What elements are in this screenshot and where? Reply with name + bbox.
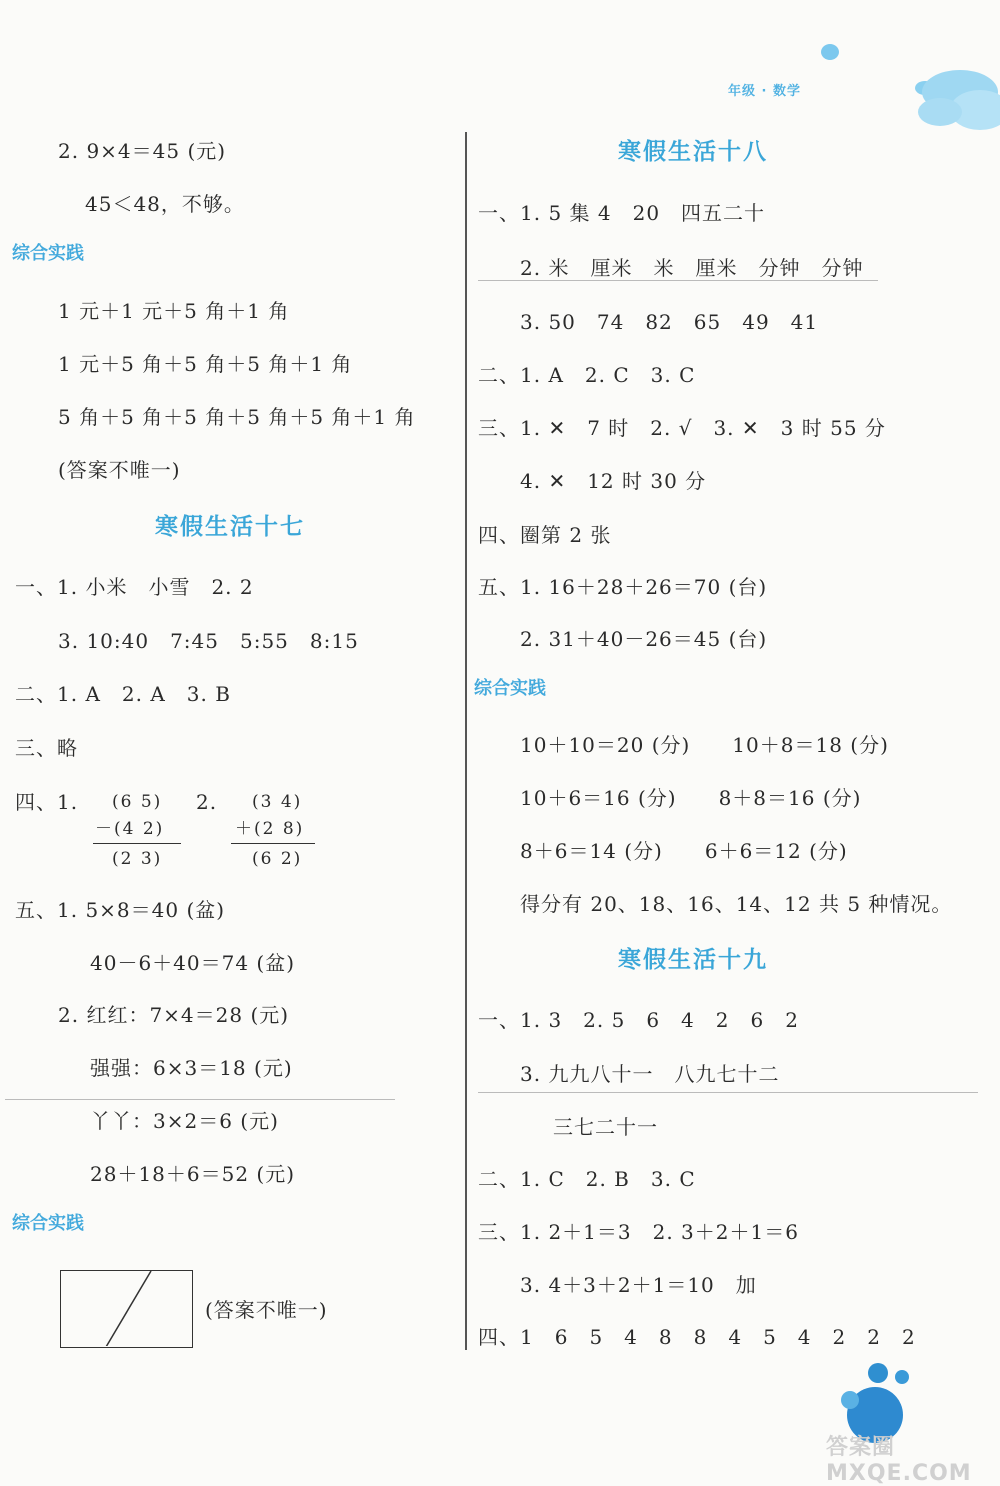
answer-line: 5 角＋5 角＋5 角＋5 角＋5 角＋1 角 [58, 405, 416, 429]
answer-line: 一、1. 小米 小雪 2. 2 [15, 575, 254, 599]
answer-line: 1 元＋5 角＋5 角＋5 角＋1 角 [58, 352, 353, 376]
answer-line: 三七二十一 [553, 1115, 658, 1139]
answer-line: 四、1 6 5 4 8 8 4 5 4 2 2 2 [478, 1325, 916, 1349]
answer-line: 二、1. C 2. B 3. C [478, 1167, 696, 1191]
addition-middle: ＋(2 8) [235, 819, 305, 839]
answer-line: 10＋6＝16 (分) 8＋8＝16 (分) [520, 786, 862, 810]
addition-rule [231, 843, 315, 844]
lesson-title: 寒假生活十九 [618, 947, 768, 973]
answer-line: 2. 米 厘米 米 厘米 分钟 分钟 [520, 256, 864, 280]
answer-line: 四、圈第 2 张 [478, 523, 612, 547]
answer-line: 二、1. A 2. A 3. B [15, 682, 231, 706]
header-label: 年级 · 数学 [728, 84, 801, 99]
answer-line: 2. 31＋40－26＝45 (台) [520, 627, 768, 651]
answer-line: 4. ✕ 12 时 30 分 [520, 469, 707, 493]
lesson-title: 寒假生活十八 [618, 139, 768, 165]
section-heading: 综合实践 [474, 678, 546, 699]
answer-line: 五、1. 5×8＝40 (盆) [15, 898, 226, 922]
answer-line: (答案不唯一) [58, 458, 181, 482]
answer-note: (答案不唯一) [205, 1298, 328, 1322]
watermark: 答案圈 MXQE.COM [826, 1435, 972, 1486]
page-fold-line [478, 280, 878, 281]
answer-line: 10＋10＝20 (分) 10＋8＝18 (分) [520, 733, 889, 757]
answer-line: 得分有 20、18、16、14、12 共 5 种情况。 [520, 892, 953, 916]
addition-result: (6 2) [252, 849, 303, 869]
answer-line: 丫丫：3×2＝6 (元) [90, 1109, 279, 1133]
answer-line: 一、1. 3 2. 5 6 4 2 6 2 [478, 1008, 799, 1032]
answer-line: 45＜48，不够。 [85, 192, 245, 216]
answer-line: 8＋6＝14 (分) 6＋6＝12 (分) [520, 839, 848, 863]
answer-line: 2. 红红：7×4＝28 (元) [58, 1003, 290, 1027]
answer-line: 二、1. A 2. C 3. C [478, 363, 696, 387]
subtraction-result: (2 3) [112, 849, 163, 869]
page-fold-line [5, 1099, 395, 1100]
subtraction-top: (6 5) [112, 792, 163, 812]
answer-line: 2. 9×4＝45 (元) [58, 139, 227, 163]
page-fold-line [478, 1092, 978, 1093]
section-heading: 综合实践 [12, 1213, 84, 1234]
answer-line: 3. 10:40 7:45 5:55 8:15 [58, 629, 359, 653]
answer-line: 三、1. 2＋1＝3 2. 3＋2＋1＝6 [478, 1220, 799, 1244]
answer-line: 三、1. ✕ 7 时 2. √ 3. ✕ 3 时 55 分 [478, 416, 886, 440]
addition-top: (3 4) [252, 792, 303, 812]
subtraction-middle: －(4 2) [95, 819, 165, 839]
answer-line: 三、略 [15, 736, 78, 760]
divided-rectangle-figure [60, 1270, 193, 1348]
column-divider [465, 132, 467, 1350]
answer-line: 一、1. 5 集 4 20 四五二十 [478, 201, 766, 225]
subtraction-rule [93, 843, 181, 844]
answer-line: 3. 50 74 82 65 49 41 [520, 310, 819, 334]
lesson-title: 寒假生活十七 [155, 514, 305, 540]
answer-line: 3. 4＋3＋2＋1＝10 加 [520, 1273, 757, 1297]
question-label: 2. [196, 790, 218, 814]
answer-line: 28＋18＋6＝52 (元) [90, 1162, 296, 1186]
answer-line: 3. 九九八十一 八九七十二 [520, 1062, 780, 1086]
question-label: 四、1. [15, 790, 79, 814]
answer-line: 40－6＋40＝74 (盆) [90, 951, 296, 975]
answer-line: 1 元＋1 元＋5 角＋1 角 [58, 299, 290, 323]
diagonal-line [61, 1271, 191, 1346]
answer-line: 五、1. 16＋28＋26＝70 (台) [478, 575, 768, 599]
answer-line: 强强：6×3＝18 (元) [90, 1056, 293, 1080]
section-heading: 综合实践 [12, 243, 84, 264]
